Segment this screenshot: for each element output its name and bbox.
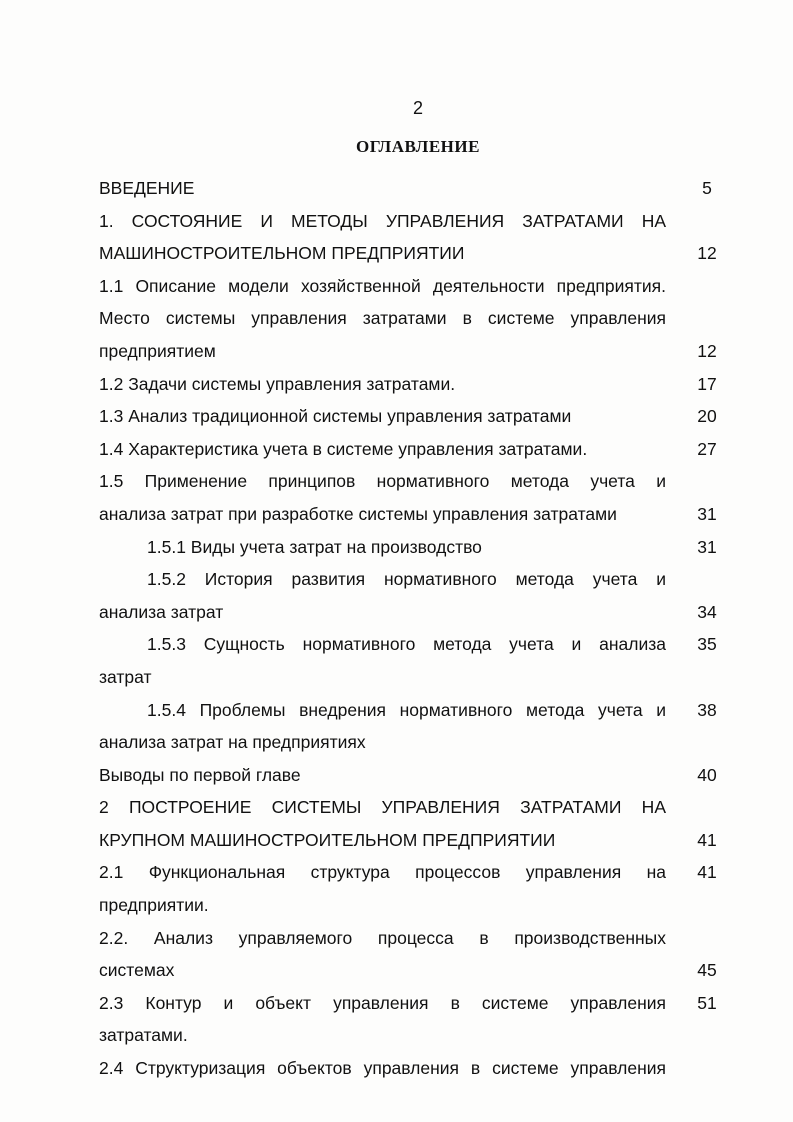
toc-line bbox=[99, 563, 719, 596]
page-number: 2 bbox=[412, 98, 423, 118]
toc-text: системах bbox=[99, 960, 175, 981]
toc-line bbox=[99, 759, 719, 792]
toc-line bbox=[99, 889, 719, 922]
toc-text: 1.5.4 Проблемы внедрения нормативного метода учета и bbox=[147, 699, 666, 720]
toc-text: 1.5.1 Виды учета затрат на производство bbox=[147, 536, 482, 557]
toc-page: 31 bbox=[697, 503, 717, 524]
toc-page: 5 bbox=[702, 178, 712, 198]
toc-page: 27 bbox=[697, 438, 717, 459]
toc-page: 41 bbox=[697, 829, 717, 850]
toc-text: 1.2 Задачи системы управления затратами. bbox=[99, 373, 456, 394]
toc-page: 12 bbox=[697, 243, 717, 264]
toc-text: МАШИНОСТРОИТЕЛЬНОМ ПРЕДПРИЯТИИ bbox=[99, 243, 465, 264]
toc-line bbox=[99, 628, 719, 661]
toc-title: ОГЛАВЛЕНИЕ bbox=[356, 137, 480, 156]
toc-line bbox=[99, 465, 719, 498]
toc-line bbox=[99, 433, 719, 466]
toc-line bbox=[99, 596, 719, 629]
toc-text: 2.1 Функциональная структура процессов управления на bbox=[99, 862, 666, 883]
toc-text: 1.5.2 История развития нормативного метода учета и bbox=[147, 569, 666, 590]
toc-line bbox=[99, 498, 719, 531]
toc-line bbox=[99, 791, 719, 824]
toc-text: Место системы управления затратами в системе управления bbox=[99, 308, 666, 329]
toc-line bbox=[99, 661, 719, 694]
toc-text: предприятием bbox=[99, 340, 216, 361]
toc-line bbox=[99, 400, 719, 433]
toc-text: 1.4 Характеристика учета в системе управления затратами. bbox=[99, 438, 588, 459]
toc-line bbox=[99, 237, 719, 270]
toc-line bbox=[99, 531, 719, 564]
toc-page: 17 bbox=[697, 373, 717, 394]
toc-text: 1.3 Анализ традиционной системы управления затратами bbox=[99, 406, 572, 427]
toc-line bbox=[99, 954, 719, 987]
toc-page: 34 bbox=[697, 601, 717, 622]
toc-text: 1. СОСТОЯНИЕ И МЕТОДЫ УПРАВЛЕНИЯ ЗАТРАТАМИ НА bbox=[99, 210, 666, 231]
toc-text: Выводы по первой главе bbox=[99, 764, 301, 785]
toc-text: 1.5.3 Сущность нормативного метода учета и анализа bbox=[147, 634, 666, 655]
toc-line bbox=[99, 694, 719, 727]
toc-text: 2 ПОСТРОЕНИЕ СИСТЕМЫ УПРАВЛЕНИЯ ЗАТРАТАМИ НА bbox=[99, 797, 666, 818]
toc-page: 38 bbox=[697, 699, 717, 720]
toc-line bbox=[99, 824, 719, 857]
toc-text: предприятии. bbox=[99, 895, 209, 916]
toc-line bbox=[99, 1052, 719, 1085]
toc-line bbox=[99, 172, 719, 205]
toc-page: 45 bbox=[697, 960, 717, 981]
toc-text: ВВЕДЕНИЕ bbox=[99, 178, 195, 198]
toc-text: КРУПНОМ МАШИНОСТРОИТЕЛЬНОМ ПРЕДПРИЯТИИ bbox=[99, 829, 556, 850]
toc-page: 51 bbox=[697, 992, 717, 1013]
table-of-contents bbox=[99, 172, 719, 1085]
toc-line bbox=[99, 726, 719, 759]
toc-text: 1.1 Описание модели хозяйственной деятельности предприятия. bbox=[99, 275, 666, 296]
toc-text: анализа затрат bbox=[99, 601, 224, 622]
toc-text: затрат bbox=[99, 666, 152, 687]
toc-text: анализа затрат при разработке системы управления затратами bbox=[99, 503, 617, 524]
toc-page: 35 bbox=[697, 634, 717, 655]
toc-text: 2.3 Контур и объект управления в системе управления bbox=[99, 992, 666, 1013]
toc-text: затратами. bbox=[99, 1025, 188, 1046]
toc-page: 41 bbox=[697, 862, 717, 883]
toc-line bbox=[99, 368, 719, 401]
toc-text: 1.5 Применение принципов нормативного метода учета и bbox=[99, 471, 666, 492]
toc-text: 2.2. Анализ управляемого процесса в производственных bbox=[99, 927, 666, 948]
toc-line bbox=[99, 856, 719, 889]
toc-line bbox=[99, 1019, 719, 1052]
toc-line bbox=[99, 302, 719, 335]
toc-text: 2.4 Структуризация объектов управления в системе управления bbox=[99, 1058, 666, 1079]
toc-page: 12 bbox=[697, 340, 717, 361]
toc-line bbox=[99, 987, 719, 1020]
toc-line bbox=[99, 335, 719, 368]
toc-line bbox=[99, 270, 719, 303]
toc-text: анализа затрат на предприятиях bbox=[99, 732, 366, 753]
toc-line bbox=[99, 922, 719, 955]
toc-page: 20 bbox=[697, 406, 717, 427]
toc-page: 40 bbox=[697, 764, 717, 785]
toc-line bbox=[99, 205, 719, 238]
toc-page: 31 bbox=[697, 536, 717, 557]
